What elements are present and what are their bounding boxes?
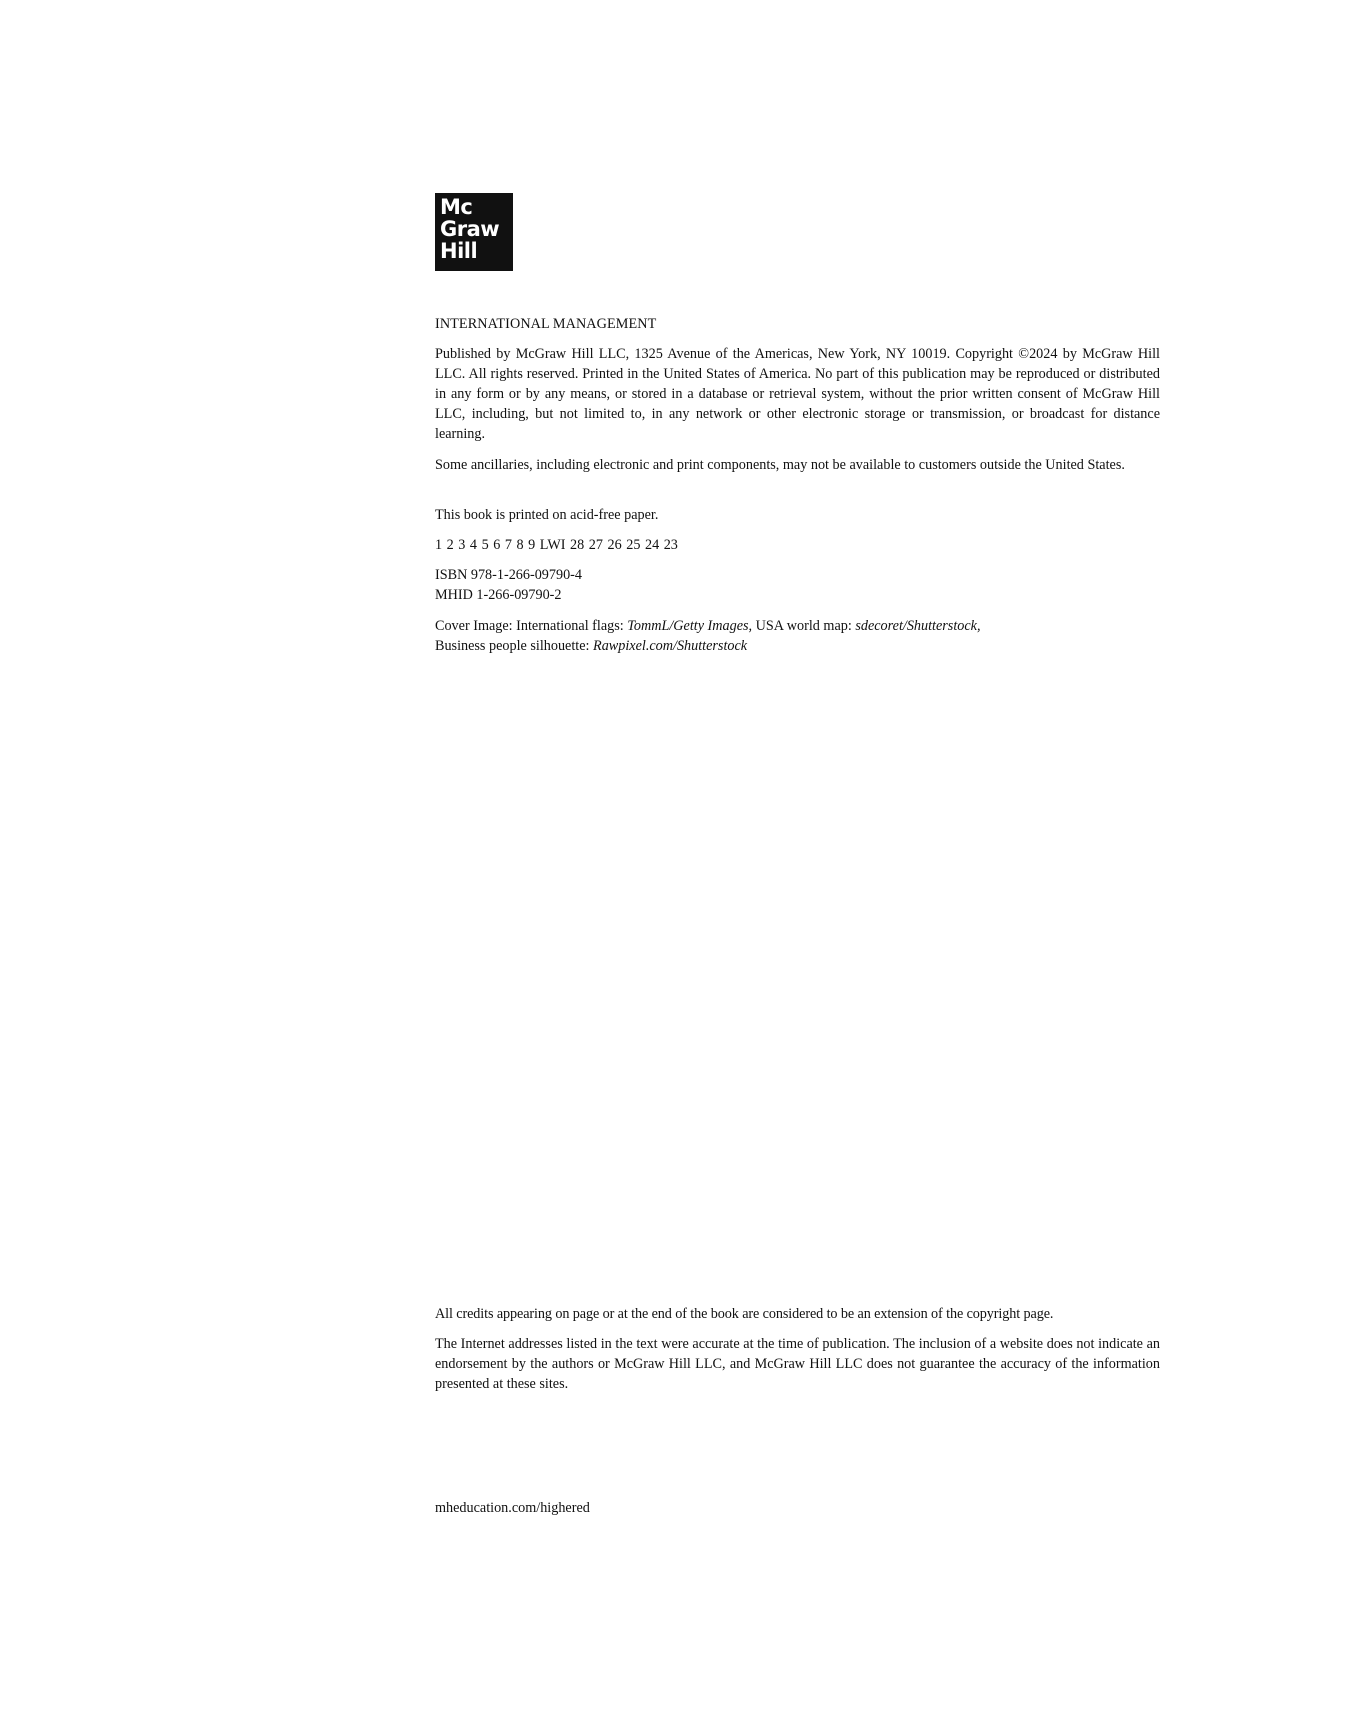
publisher-notice-text: Published by McGraw Hill LLC, 1325 Avenue of the Americas, New York, NY 10019. Copyright ©2024 by McGraw Hill LLC. All rights reserved. Printed in the United States of America. No part of this publication may be reproduced or distributed in any form or by any means, or stored in a database or retrieval system, without the prior written consent of McGraw Hill LLC, including, but not limited to, in any network or other electronic storage or transmission, or broadcast for distance learning. <box>435 346 1160 442</box>
credits-notice: All credits appearing on page or at the end of the book are considered to be an extension of the copyright page. <box>435 1306 1054 1322</box>
logo-line-graw: Graw <box>440 217 500 241</box>
book-title: INTERNATIONAL MANAGEMENT <box>435 316 657 332</box>
mhid: MHID 1-266-09790-2 <box>435 587 562 603</box>
cover-credit-flags: TommL/Getty Images, <box>627 618 753 634</box>
internet-notice <box>435 1334 1160 1394</box>
paper-notice: This book is printed on acid-free paper. <box>435 507 659 523</box>
cover-line2-lead: Business people silhouette: <box>435 638 594 654</box>
cover-lead: Cover Image: International flags: <box>435 618 628 634</box>
cover-mid: USA world map: <box>752 618 856 634</box>
ancillaries-notice <box>435 455 1160 475</box>
logo-line-hill: Hill <box>440 239 478 263</box>
isbn: ISBN 978-1-266-09790-4 <box>435 567 582 583</box>
cover-credits <box>435 616 1160 656</box>
mcgraw-hill-logo <box>435 193 513 271</box>
internet-notice-text: The Internet addresses listed in the text were accurate at the time of publication. The inclusion of a website does not indicate an endorsement by the authors or McGraw Hill LLC, and McGraw Hill LLC does not guarantee the accuracy of the information presented at these sites. <box>435 1336 1160 1392</box>
cover-credits-line-2 <box>435 636 1160 656</box>
website-link[interactable]: mheducation.com/highered <box>435 1500 590 1516</box>
isbn-block <box>435 565 1160 605</box>
cover-credits-line-1 <box>435 616 1160 636</box>
cover-credit-silhouette: Rawpixel.com/Shutterstock <box>593 638 748 654</box>
print-line: 1 2 3 4 5 6 7 8 9 LWI 28 27 26 25 24 23 <box>435 537 678 553</box>
cover-credit-map: sdecoret/Shutterstock, <box>855 618 981 634</box>
publisher-notice <box>435 344 1160 444</box>
logo-line-mc: Mc <box>440 195 473 219</box>
ancillaries-notice-text: Some ancillaries, including electronic and print components, may not be available to customers outside the United States. <box>435 457 1125 473</box>
